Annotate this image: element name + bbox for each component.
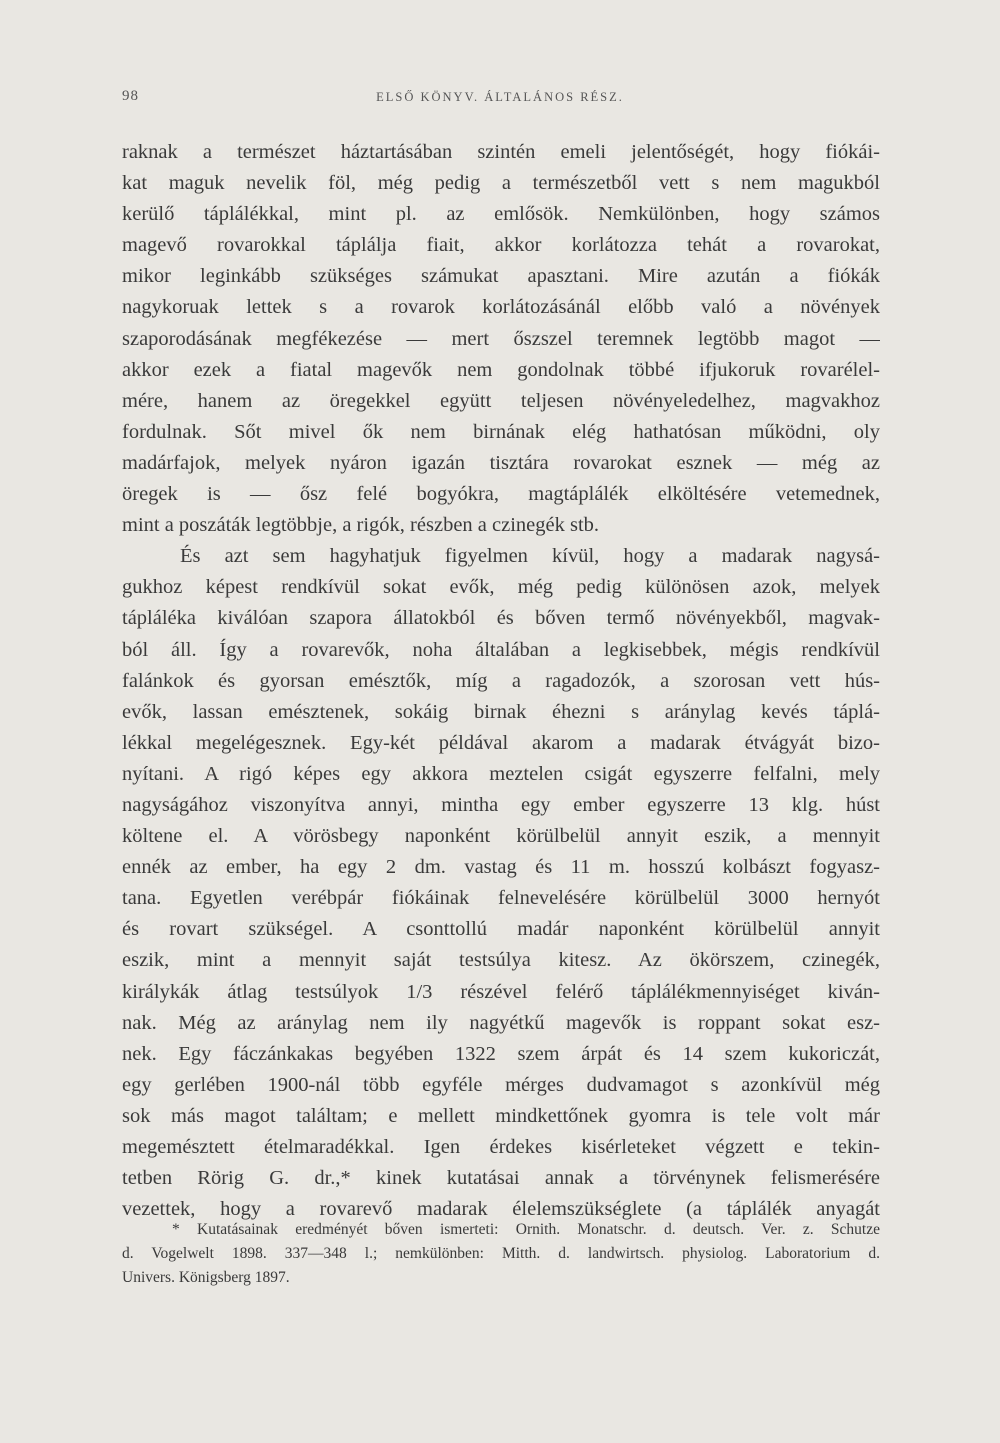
body-text [122, 137, 880, 1225]
text-line: vezettek, hogy a rovarevő madarak élelemszükséglete (a táplálék anyagát [122, 1198, 880, 1221]
text-line: megemésztett ételmaradékkal. Igen érdekes kisérleteket végzett e tekin- [122, 1136, 880, 1158]
text-line: akkor ezek a fiatal magevők nem gondolnak többé ifjukoruk rovarélel- [122, 358, 880, 381]
paragraph-end-line: mint a poszáták legtöbbje, a rigók, részben a czinegék stb. [122, 514, 600, 537]
text-line: tápláléka kiválóan szapora állatokból és bőven termő növényekből, magvak- [122, 607, 880, 630]
text-line: ból áll. Így a rovarevők, noha általában a legkisebbek, mégis rendkívül [122, 638, 880, 661]
text-line: egy gerlében 1900-nál több egyféle mérges dudvamagot s azonkívül még [122, 1073, 880, 1096]
footnote [122, 1218, 880, 1290]
text-line: eszik, mint a mennyit saját testsúlya kitesz. Az ökörszem, czinegék, [122, 949, 880, 972]
text-line: raknak a természet háztartásában szintén emeli jelentőségét, hogy fiókái- [122, 141, 880, 163]
text-line: gukhoz képest rendkívül sokat evők, még pedig különösen azok, melyek [122, 576, 880, 599]
text-line: kerülő táplálékkal, mint pl. az emlősök. Nemkülönben, hogy számos [122, 203, 880, 226]
running-head [122, 88, 878, 118]
text-line: falánkok és gyorsan emésztők, míg a ragadozók, a szorosan vett hús- [122, 669, 880, 692]
footnote-line: Univers. Königsberg 1897. [122, 1269, 290, 1286]
text-line: tana. Egyetlen verébpár fiókáinak felnevelésére körülbelül 3000 hernyót [122, 887, 880, 910]
text-line: nak. Még az aránylag nem ily nagyétkű magevők is roppant sokat esz- [122, 1011, 880, 1034]
footnote-line: * Kutatásainak eredményét bőven ismerteti: Ornith. Monatschr. d. deutsch. Ver. z. Schutze [172, 1221, 880, 1238]
page-number: 98 [122, 88, 139, 104]
text-line: kat maguk nevelik föl, még pedig a természetből vett s nem magukból [122, 172, 880, 195]
text-line: tetben Rörig G. dr.,* kinek kutatásai annak a törvénynek felismerésére [122, 1167, 880, 1190]
text-line: öregek is — ősz felé bogyókra, magtáplálék elköltésére vetemednek, [122, 483, 880, 506]
text-line: fordulnak. Sőt mivel ők nem birnának elég hathatósan működni, oly [122, 420, 880, 443]
text-line: evők, lassan emésztenek, sokáig birnak éhezni s aránylag kevés táplá- [122, 700, 880, 723]
text-line: lékkal megelégesznek. Egy-két példával akarom a madarak étvágyát bizo- [122, 731, 880, 754]
paragraph-start-line: És azt sem hagyhatjuk figyelmen kívül, hogy a madarak nagysá- [180, 545, 880, 568]
text-line: nek. Egy fáczánkakas begyében 1322 szem árpát és 14 szem kukoriczát, [122, 1042, 880, 1065]
text-line: és rovart szükségel. A csonttollú madár naponként körülbelül annyit [122, 918, 880, 941]
text-line: költene el. A vörösbegy naponként körülbelül annyit eszik, a mennyit [122, 825, 880, 848]
text-line: nagykoruak lettek s a rovarok korlátozásánál előbb való a növények [122, 296, 880, 319]
text-line: ennék az ember, ha egy 2 dm. vastag és 11 m. hosszú kolbászt fogyasz- [122, 856, 880, 879]
footnote-line: d. Vogelwelt 1898. 337—348 l.; nemkülönben: Mitth. d. landwirtsch. physiolog. Laboratorium d. [122, 1245, 880, 1262]
text-line: mére, hanem az öregekkel együtt teljesen növényeledelhez, magvakhoz [122, 389, 880, 412]
text-line: szaporodásának megfékezése — mert őszszel teremnek legtöbb magot — [122, 327, 880, 350]
text-line: nagyságához viszonyítva annyi, mintha egy ember egyszerre 13 klg. húst [122, 793, 880, 816]
running-head-title: ELSŐ KÖNYV. ÁLTALÁNOS RÉSZ. [376, 90, 624, 104]
text-line: királykák átlag testsúlyok 1/3 részével felérő táplálékmennyiséget kiván- [122, 980, 880, 1003]
text-line: sok más magot találtam; e mellett mindkettőnek gyomra is tele volt már [122, 1104, 880, 1127]
text-line: magevő rovarokkal táplálja fiait, akkor korlátozza tehát a rovarokat, [122, 234, 880, 257]
text-line: madárfajok, melyek nyáron igazán tisztára rovarokat esznek — még az [122, 451, 880, 474]
text-line: nyítani. A rigó képes egy akkora meztelen csigát egyszerre felfalni, mely [122, 762, 880, 785]
text-line: mikor leginkább szükséges számukat apasztani. Mire azután a fiókák [122, 265, 880, 288]
